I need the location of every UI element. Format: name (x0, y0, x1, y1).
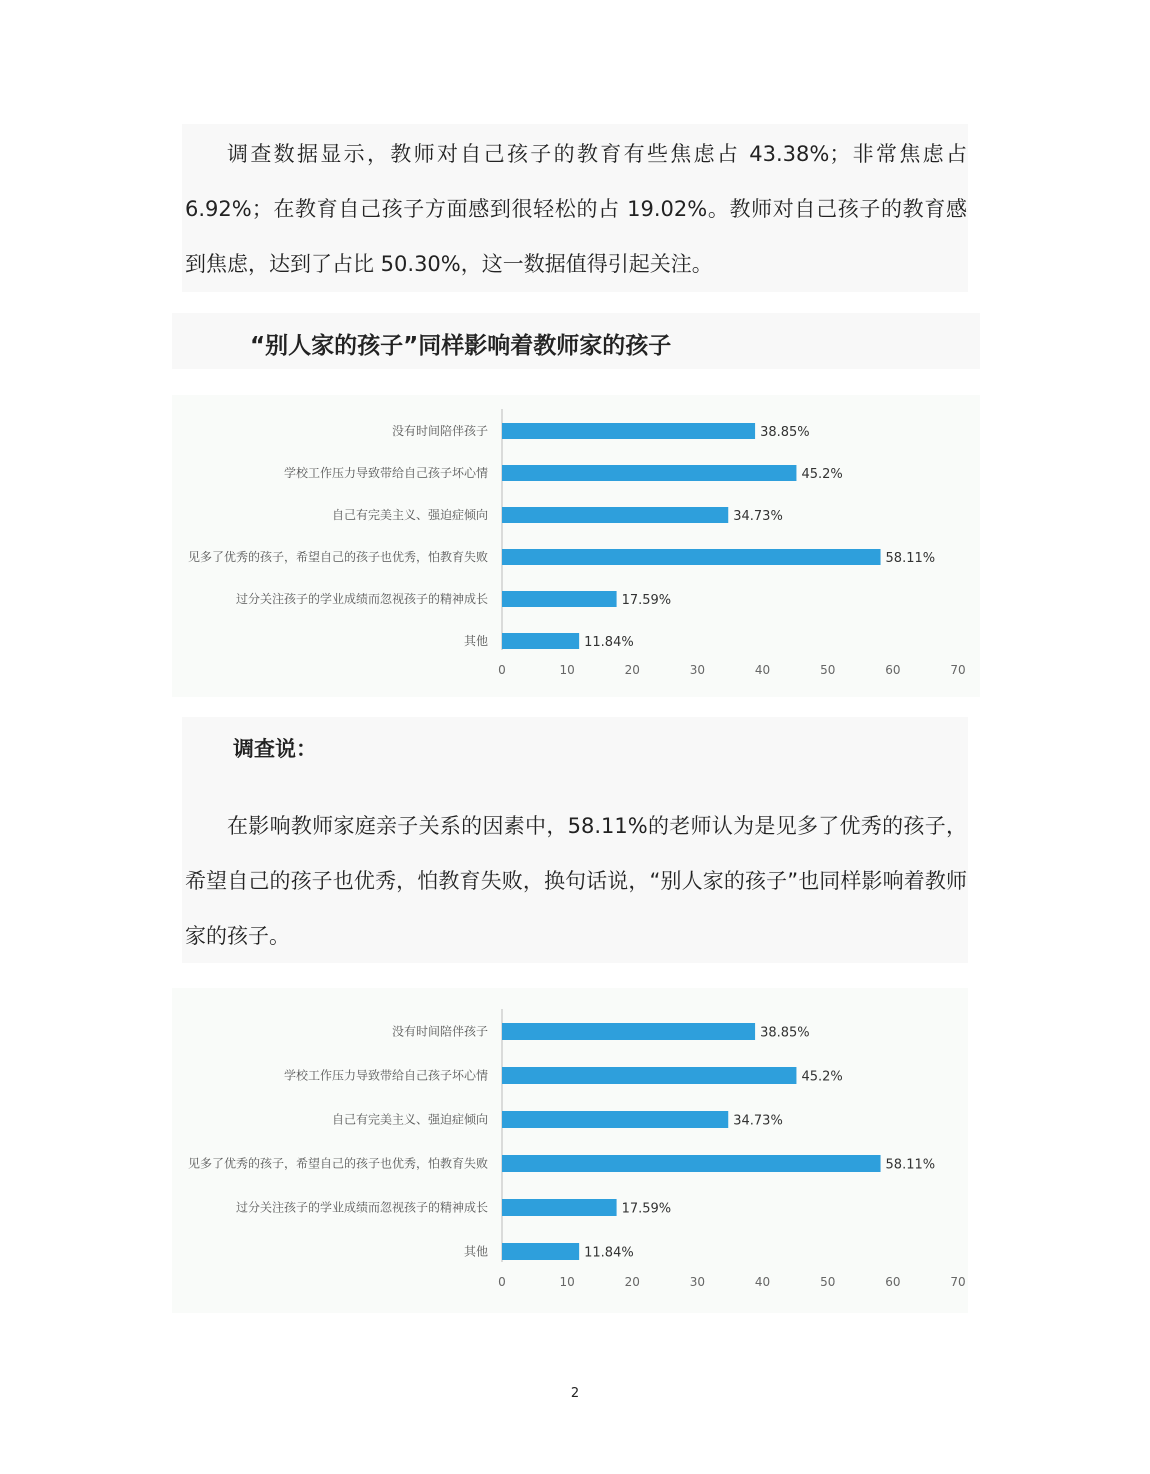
value-label: 11.84% (584, 635, 634, 650)
value-label: 34.73% (733, 1113, 783, 1129)
bar (502, 1243, 579, 1260)
section-heading: “别人家的孩子”同样影响着教师家的孩子 (250, 333, 672, 359)
x-tick-label: 60 (885, 663, 901, 677)
intro-paragraph: 调查数据显示，教师对自己孩子的教育有些焦虑占 43.38%；非常焦虑占 6.92%；在教育自己孩子方面感到很轻松的占 19.02%。教师对自己孩子的教育感到焦虑，达到了占比 50.30%，这一数据值得引起关注。 (185, 142, 967, 276)
category-label: 其他 (463, 634, 488, 648)
category-label: 自己有完美主义、强迫症倾向 (331, 1112, 488, 1127)
category-label: 自己有完美主义、强迫症倾向 (331, 508, 488, 522)
value-label: 11.84% (584, 1245, 634, 1261)
x-tick-label: 10 (559, 1275, 575, 1289)
category-label: 过分关注孩子的学业成绩而忽视孩子的精神成长 (235, 592, 488, 606)
value-label: 58.11% (885, 1157, 936, 1173)
value-label: 38.85% (760, 1025, 810, 1041)
x-tick-label: 40 (754, 663, 771, 677)
bar (502, 465, 796, 481)
bar-chart-2 (172, 988, 968, 1313)
category-label: 没有时间陪伴孩子 (391, 1024, 488, 1039)
bar (502, 591, 617, 607)
category-label: 过分关注孩子的学业成绩而忽视孩子的精神成长 (235, 1200, 488, 1215)
category-label: 学校工作压力导致带给自己孩子坏心情 (283, 466, 488, 480)
x-tick-label: 70 (950, 1275, 966, 1289)
bar (502, 507, 728, 523)
bar (502, 633, 579, 649)
category-label: 见多了优秀的孩子，希望自己的孩子也优秀，怕教育失败 (187, 1156, 488, 1171)
x-tick-label: 70 (950, 663, 966, 677)
x-tick-label: 50 (820, 663, 836, 677)
survey-paragraph: 在影响教师家庭亲子关系的因素中，58.11%的老师认为是见多了优秀的孩子，希望自己的孩子也优秀，怕教育失败，换句话说，“别人家的孩子”也同样影响着教师家的孩子。 (185, 814, 967, 948)
bar-chart-2-svg (172, 988, 968, 1313)
value-label: 34.73% (733, 509, 783, 524)
x-tick-label: 30 (689, 663, 706, 677)
category-label: 见多了优秀的孩子，希望自己的孩子也优秀，怕教育失败 (187, 550, 488, 564)
value-label: 58.11% (885, 551, 936, 566)
page-number: 2 (570, 1386, 580, 1401)
value-label: 17.59% (621, 1201, 672, 1217)
x-tick-label: 20 (624, 663, 640, 677)
category-label: 学校工作压力导致带给自己孩子坏心情 (283, 1068, 488, 1083)
value-label: 45.2% (801, 1069, 843, 1085)
survey-label: 调查说： (233, 737, 317, 761)
bar-chart-1 (172, 395, 980, 697)
value-label: 17.59% (621, 593, 672, 608)
category-label: 没有时间陪伴孩子 (391, 424, 488, 438)
bar (502, 549, 881, 565)
category-label: 其他 (463, 1244, 488, 1259)
value-label: 38.85% (760, 425, 810, 440)
bar (502, 1067, 796, 1084)
x-tick-label: 30 (689, 1275, 706, 1289)
bar (502, 1155, 881, 1172)
x-tick-label: 10 (559, 663, 575, 677)
x-tick-label: 50 (820, 1275, 836, 1289)
x-tick-label: 20 (624, 1275, 640, 1289)
x-tick-label: 40 (754, 1275, 771, 1289)
bar-chart-1-svg (172, 395, 980, 697)
bar (502, 1023, 755, 1040)
bar (502, 1199, 617, 1216)
x-tick-label: 0 (498, 1275, 506, 1289)
bar (502, 423, 755, 439)
x-tick-label: 60 (885, 1275, 901, 1289)
x-tick-label: 0 (498, 663, 506, 677)
bar (502, 1111, 728, 1128)
value-label: 45.2% (801, 467, 843, 482)
